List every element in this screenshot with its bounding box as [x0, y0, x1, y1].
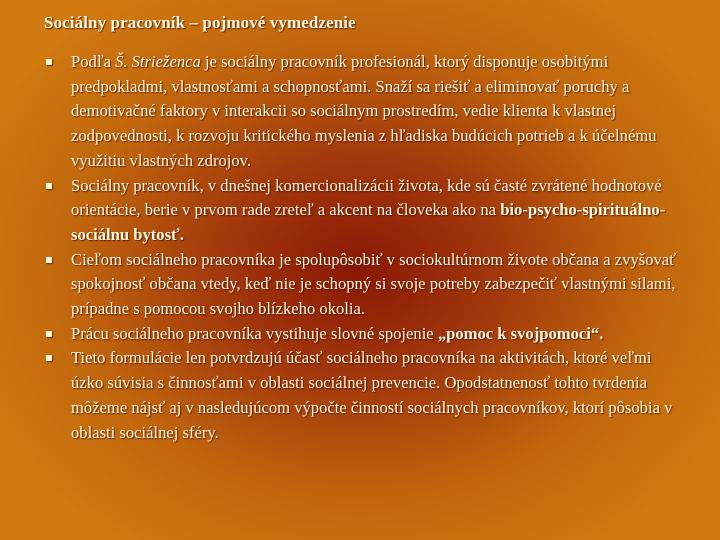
bullet-list	[44, 50, 684, 445]
list-item	[44, 322, 684, 347]
author-name: Š. Strieženca	[115, 52, 201, 71]
item-text: Sociálny pracovník, v dnešnej komercionalizácii života, kde sú časté zvrátené hodnotové orientácie, berie v prvom rade zreteľ a akcent na človeka ako na	[71, 175, 662, 220]
list-item	[44, 346, 684, 445]
item-text: Prácu sociálneho pracovníka vystihuje slovné spojenie	[71, 323, 438, 343]
square-bullet-icon	[46, 59, 52, 65]
square-bullet-icon	[46, 257, 52, 263]
list-item	[44, 50, 684, 174]
item-text: je sociálny pracovník profesionál, ktorý disponuje osobitými predpokladmi, vlastnosťami a schopnosťami. Snaží sa riešiť a eliminovať poruchy a demotivačné faktory v interakcii so sociálnym prostredím, vedie klienta k vlastnej zodpovednosti, k rozvoju kritického myslenia z hľadiska budúcich potrieb a k účelnému využitiu vlastných zdrojov.	[71, 52, 657, 170]
emphasized-term: bio-psycho-spirituálno-sociálnu bytosť	[71, 200, 666, 244]
square-bullet-icon	[46, 331, 52, 337]
item-text: Cieľom sociálneho pracovníka je spolupôsobiť v sociokultúrnom živote občana a zvyšovať spokojnosť občana vtedy, keď nie je schopný si svoje potreby zabezpečiť vlastnými silami, prípadne s pomocou svojho blízkeho okolia.	[71, 249, 677, 319]
list-item	[44, 174, 684, 248]
item-text: .	[179, 224, 184, 244]
square-bullet-icon	[46, 355, 52, 361]
emphasized-term: „pomoc k svojpomoci“.	[437, 323, 604, 343]
item-text: Podľa	[71, 52, 116, 71]
list-item	[44, 248, 684, 322]
item-text: Tieto formulácie len potvrdzujú účasť sociálneho pracovníka na aktivitách, ktoré veľmi úzko súvisia s činnosťami v oblasti sociálnej prevencie. Opodstatnenosť tohto tvrdenia môžeme nájsť aj v nasledujúcom výpočte činností sociálnych pracovníkov, ktorí pôsobia v oblasti sociálnej sféry.	[71, 348, 673, 442]
square-bullet-icon	[46, 183, 52, 189]
slide-title: Sociálny pracovník – pojmové vymedzenie	[44, 13, 356, 32]
